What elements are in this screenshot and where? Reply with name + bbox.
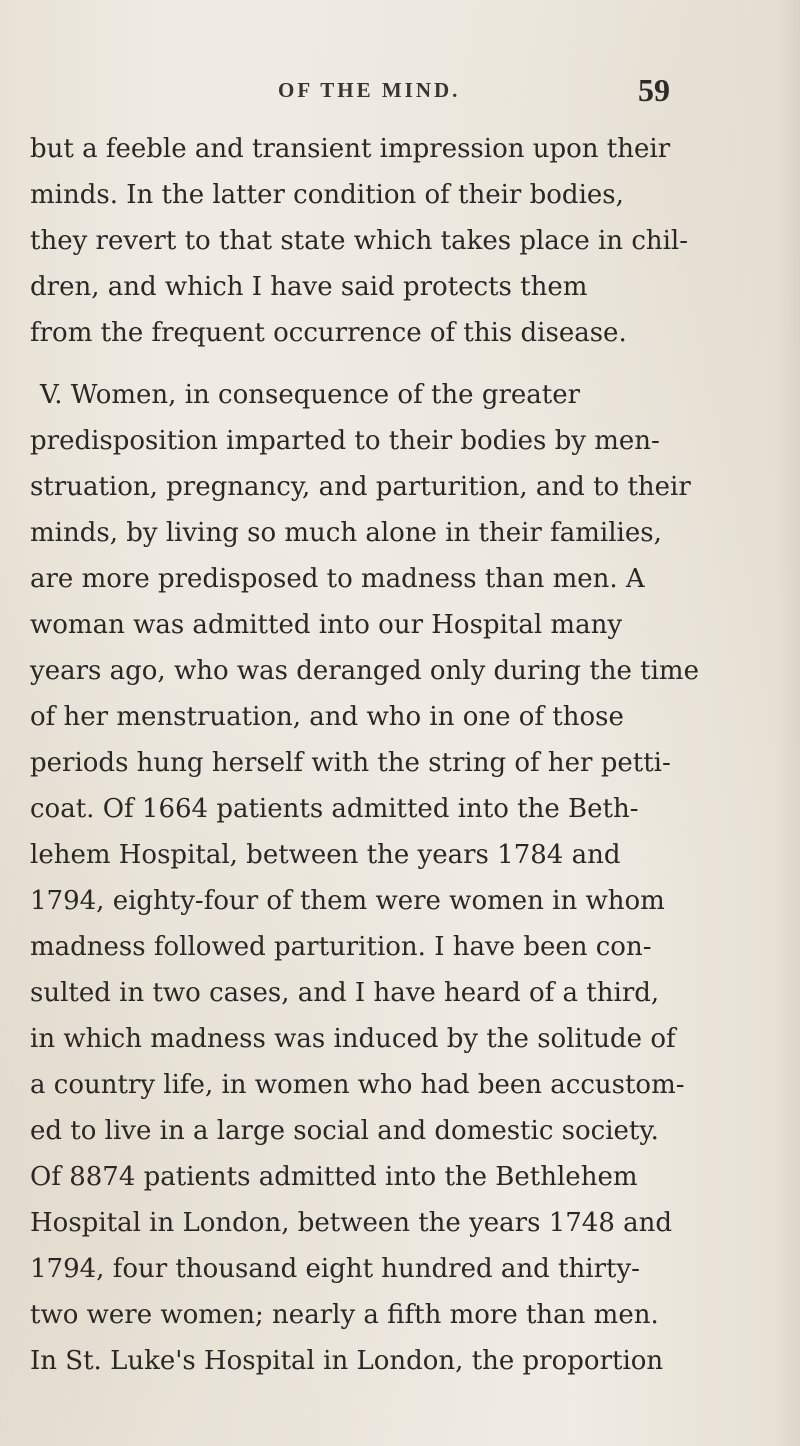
text-line: but a feeble and transient impression upon their: [30, 134, 671, 164]
text-line: coat. Of 1664 patients admitted into the Beth-: [30, 794, 639, 824]
text-line: 1794, four thousand eight hundred and thirty-: [30, 1254, 640, 1284]
page-edge-shadow: [776, 0, 800, 1446]
text-line: dren, and which I have said protects them: [30, 272, 588, 302]
body-text: [30, 126, 730, 1384]
text-line: two were women; nearly a fifth more than men.: [30, 1300, 659, 1330]
text-line: in which madness was induced by the solitude of: [30, 1024, 676, 1054]
paragraph-gap: [30, 356, 730, 372]
text-line: struation, pregnancy, and parturition, and to their: [30, 472, 691, 502]
text-line: 1794, eighty-four of them were women in whom: [30, 886, 665, 916]
paragraph-2: [30, 372, 730, 1384]
text-line: Of 8874 patients admitted into the Bethlehem: [30, 1162, 638, 1192]
text-line: Hospital in London, between the years 1748 and: [30, 1208, 673, 1238]
text-line: from the frequent occurrence of this disease.: [30, 318, 627, 348]
paragraph-1: [30, 126, 730, 356]
text-line: minds. In the latter condition of their bodies,: [30, 180, 624, 210]
text-line: madness followed parturition. I have been con-: [30, 932, 652, 962]
running-head-title: OF THE MIND.: [278, 78, 461, 102]
text-line: a country life, in women who had been accustom-: [30, 1070, 685, 1100]
page-number: 59: [638, 72, 670, 108]
text-line: they revert to that state which takes place in chil-: [30, 226, 689, 256]
text-line: of her menstruation, and who in one of those: [30, 702, 624, 732]
text-line: lehem Hospital, between the years 1784 and: [30, 840, 621, 870]
text-line: minds, by living so much alone in their families,: [30, 518, 662, 548]
text-line: periods hung herself with the string of her petti-: [30, 748, 671, 778]
text-line: In St. Luke's Hospital in London, the proportion: [30, 1346, 664, 1376]
text-line: V. Women, in consequence of the greater: [40, 380, 581, 410]
text-line: years ago, who was deranged only during the time: [30, 656, 699, 686]
text-line: ed to live in a large social and domestic society.: [30, 1116, 659, 1146]
text-line: woman was admitted into our Hospital many: [30, 610, 623, 640]
text-line: are more predisposed to madness than men. A: [30, 564, 645, 594]
running-head: [0, 74, 800, 114]
text-line: predisposition imparted to their bodies by men-: [30, 426, 660, 456]
text-line: sulted in two cases, and I have heard of a third,: [30, 978, 660, 1008]
